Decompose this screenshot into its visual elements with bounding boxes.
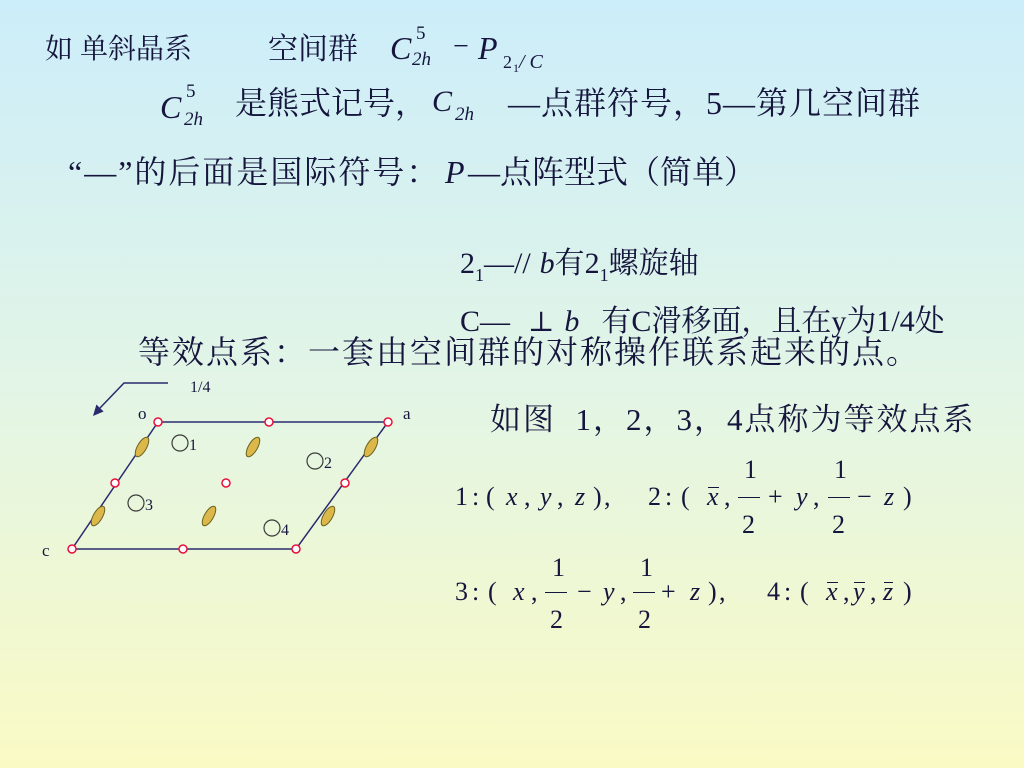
glide-letter: C— bbox=[460, 305, 511, 338]
eq1-z: z bbox=[575, 482, 586, 511]
figure-caption: 如图 1，2，3，4点称为等效点系 bbox=[490, 402, 976, 437]
screw-axis-number: 2 bbox=[584, 247, 600, 280]
eq3-y-numerator: 1 bbox=[552, 553, 565, 582]
eq4-x-bar: x bbox=[826, 577, 838, 606]
schoenflies-subscript: 2h bbox=[184, 109, 203, 130]
eq3-y-denominator: 2 bbox=[550, 605, 563, 634]
equivalent-point-circle-1 bbox=[172, 435, 188, 451]
eq2-y-operator: + bbox=[768, 482, 783, 511]
eq3-z-operator: + bbox=[661, 577, 676, 606]
symmetry-marker-ellipse bbox=[362, 435, 381, 459]
eq1-comma: , bbox=[557, 482, 564, 511]
eq2-y: y bbox=[796, 482, 808, 511]
symmetry-marker-circle bbox=[68, 545, 76, 553]
lattice-type-note: —点阵型式（简单） bbox=[468, 154, 757, 190]
eq2-y-denominator: 2 bbox=[742, 510, 755, 539]
eq3-comma: , bbox=[531, 577, 538, 606]
eq2-z-numerator: 1 bbox=[834, 455, 847, 484]
a-axis-label: a bbox=[403, 404, 411, 423]
point-group-letter: C bbox=[432, 85, 453, 118]
eq4-open-paren: ( bbox=[800, 577, 809, 606]
schoenflies-letter: C bbox=[390, 30, 412, 66]
hermann-mauguin-letter: P bbox=[478, 30, 498, 66]
schoenflies-letter: C bbox=[160, 89, 182, 125]
eq3-comma: , bbox=[620, 577, 627, 606]
eq2-x-bar: x bbox=[707, 482, 719, 511]
eq3-colon: : bbox=[472, 577, 480, 606]
hermann-mauguin-subscript: 2 bbox=[503, 52, 512, 72]
eq4-comma: , bbox=[843, 577, 850, 606]
symmetry-marker-ellipse bbox=[200, 504, 219, 528]
crystal-system-text: 如 单斜晶系 bbox=[45, 34, 193, 65]
eq4-close-paren: ) bbox=[903, 577, 912, 606]
eq2-y-numerator: 1 bbox=[744, 455, 757, 484]
red-circle-markers bbox=[68, 418, 392, 553]
eq4-label: 4 bbox=[767, 577, 780, 606]
equivalent-point-circle-2 bbox=[307, 453, 323, 469]
schoenflies-note: 是熊式记号， bbox=[235, 85, 428, 121]
equivalent-points-definition: 等效点系：一套由空间群的对称操作联系起来的点。 bbox=[138, 334, 921, 370]
origin-label: o bbox=[138, 404, 147, 423]
eq1-y: y bbox=[540, 482, 552, 511]
eq2-open-paren: ( bbox=[681, 482, 690, 511]
symmetry-marker-circle bbox=[154, 418, 162, 426]
screw-axis-subscript: 1 bbox=[599, 265, 609, 285]
international-symbol-note: “—”的后面是国际符号： bbox=[68, 154, 441, 190]
schoenflies-subscript: 2h bbox=[412, 49, 431, 70]
equivalent-point-label-4: 4 bbox=[281, 522, 289, 539]
hermann-mauguin-subsubscript: 1 bbox=[513, 61, 519, 75]
perpendicular-symbol: ⊥ bbox=[528, 305, 555, 338]
eq3-z: z bbox=[690, 577, 701, 606]
eq1-trailing-comma: , bbox=[604, 482, 611, 511]
eq1-close-paren: ) bbox=[593, 482, 602, 511]
glide-plane-text: 有C滑移面，且在y为1/4处 bbox=[601, 305, 945, 338]
eq2-close-paren: ) bbox=[903, 482, 912, 511]
eq4-z-bar: z bbox=[883, 577, 894, 606]
eq2-colon: : bbox=[665, 482, 673, 511]
symmetry-marker-circle bbox=[292, 545, 300, 553]
symmetry-marker-circle bbox=[341, 479, 349, 487]
minus-sign: − bbox=[453, 31, 469, 62]
symmetry-marker-circle bbox=[222, 479, 230, 487]
equivalent-point-label-1: 1 bbox=[189, 437, 197, 454]
eq2-z-fraction-bar bbox=[828, 497, 850, 498]
eq3-label: 3 bbox=[455, 577, 468, 606]
space-group-label: 空间群 bbox=[268, 33, 358, 66]
eq3-z-denominator: 2 bbox=[638, 605, 651, 634]
eq2-z-denominator: 2 bbox=[832, 510, 845, 539]
eq1-open-paren: ( bbox=[486, 482, 495, 511]
schoenflies-superscript: 5 bbox=[416, 23, 426, 44]
parallel-symbol: —// bbox=[484, 247, 531, 280]
ellipse-markers bbox=[89, 435, 381, 528]
equivalent-point-label-3: 3 bbox=[145, 497, 153, 514]
glide-plane-line bbox=[445, 277, 945, 337]
eq4-y-bar: y bbox=[853, 577, 865, 606]
eq3-y-operator: − bbox=[577, 577, 592, 606]
eq2-label: 2 bbox=[648, 482, 661, 511]
equivalent-point-circle-4 bbox=[264, 520, 280, 536]
hermann-mauguin-glide: / C bbox=[519, 51, 543, 73]
eq2-z: z bbox=[884, 482, 895, 511]
equivalent-point-circle-3 bbox=[128, 495, 144, 511]
eq3-open-paren: ( bbox=[488, 577, 497, 606]
eq3-z-numerator: 1 bbox=[640, 553, 653, 582]
eq3-trailing-comma: , bbox=[719, 577, 726, 606]
equivalent-point-label-2: 2 bbox=[324, 455, 332, 472]
symmetry-marker-circle bbox=[265, 418, 273, 426]
screw-axis-subscript: 1 bbox=[475, 265, 484, 285]
unit-cell-diagram bbox=[0, 360, 440, 570]
symmetry-marker-ellipse bbox=[319, 504, 338, 528]
eq3-z-fraction-bar bbox=[633, 592, 655, 593]
eq4-comma: , bbox=[870, 577, 877, 606]
axis-letter: b bbox=[539, 247, 555, 280]
eq1-colon: : bbox=[472, 482, 480, 511]
quarter-label: 1/4 bbox=[190, 379, 211, 396]
screw-axis-line bbox=[445, 219, 699, 285]
symmetry-marker-circle bbox=[111, 479, 119, 487]
point-group-subscript: 2h bbox=[455, 104, 474, 125]
eq2-z-operator: − bbox=[857, 482, 872, 511]
symmetry-marker-circle bbox=[179, 545, 187, 553]
symmetry-marker-circle bbox=[384, 418, 392, 426]
symmetry-marker-ellipse bbox=[244, 435, 263, 459]
eq2-comma: , bbox=[724, 482, 731, 511]
eq3-y-fraction-bar bbox=[545, 592, 567, 593]
point-group-note: —点群符号，5—第几空间群 bbox=[508, 85, 922, 121]
screw-axis-number: 2 bbox=[460, 247, 475, 280]
eq1-x: x bbox=[506, 482, 518, 511]
eq1-comma: , bbox=[524, 482, 531, 511]
eq3-y: y bbox=[603, 577, 615, 606]
quarter-arrow-line bbox=[100, 383, 168, 408]
symmetry-marker-ellipse bbox=[89, 504, 108, 528]
screw-axis-text: 螺旋轴 bbox=[608, 247, 699, 280]
screw-axis-has: 有 bbox=[554, 247, 585, 280]
c-axis-label: c bbox=[42, 541, 50, 560]
eq2-y-fraction-bar bbox=[738, 497, 760, 498]
eq3-close-paren: ) bbox=[708, 577, 717, 606]
symmetry-marker-ellipse bbox=[133, 435, 152, 459]
lattice-type-letter: P bbox=[445, 154, 465, 190]
schoenflies-superscript: 5 bbox=[186, 81, 196, 102]
eq4-colon: : bbox=[784, 577, 792, 606]
axis-letter: b bbox=[564, 305, 580, 338]
eq2-comma: , bbox=[813, 482, 820, 511]
eq1-label: 1 bbox=[455, 482, 468, 511]
eq3-x: x bbox=[513, 577, 525, 606]
